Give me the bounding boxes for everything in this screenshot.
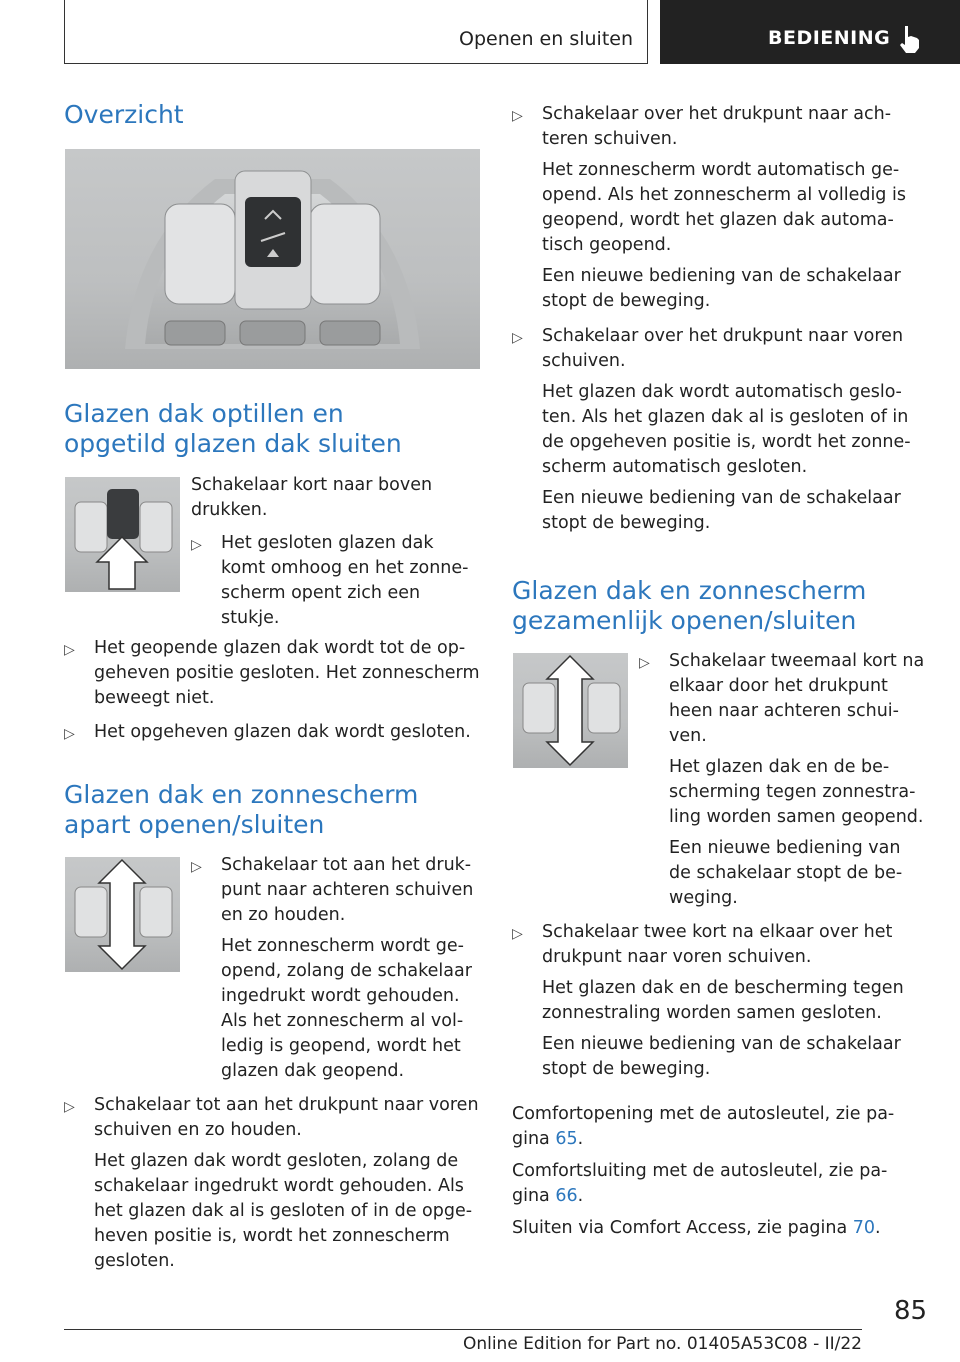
right-bullet-1 [512, 102, 912, 314]
page-number: 85 [894, 1296, 928, 1326]
tilt-heading: Glazen dak optillen en opgetild glazen dak sluiten [64, 399, 402, 458]
page-66-link[interactable]: 66 [555, 1186, 578, 1206]
bullet-triangle-icon: ▷ [191, 537, 202, 553]
comfort-access-ref [512, 1216, 912, 1241]
bullet-triangle-icon: ▷ [64, 1099, 75, 1115]
comfort-close-ref [512, 1159, 912, 1209]
right-bullet-2-text: Schakelaar over het drukpunt naar voren schuiven. [542, 326, 904, 371]
tilt-bullet-3-text: Het opgeheven glazen dak wordt gesloten. [94, 722, 471, 742]
together-bullet-1-block [639, 649, 927, 911]
together-bullet-1-sub2: Een nieuwe bediening van de schakelaar stopt de beweging. [669, 838, 903, 908]
bullet-triangle-icon: ▷ [64, 726, 75, 742]
period: . [875, 1218, 881, 1238]
footer-edition: Online Edition for Part no. 01405A53C08 - II/22 [462, 1334, 862, 1354]
together-bullet-2-block [512, 920, 912, 1082]
together-bullet-1-text: Schakelaar tweemaal kort na elkaar door het drukpunt heen naar achteren schuiven. [669, 651, 925, 746]
header-section-title: Openen en sluiten [459, 28, 633, 50]
period: . [577, 1129, 584, 1149]
comfort-open-text: Comfortopening met de autosleutel, zie pagina [512, 1104, 895, 1149]
tilt-switch-photo [65, 477, 180, 592]
pointing-hand-icon [896, 24, 922, 54]
together-bullet-1 [639, 649, 927, 911]
together-bullet-2-sub1: Het glazen dak en de bescherming tegen zonnestraling worden samen gesloten. [542, 978, 904, 1023]
header-chapter-title: BEDIENING [768, 27, 891, 49]
tilt-bullet-3 [64, 720, 480, 745]
apart-bullet-1-block [191, 853, 479, 1084]
bullet-triangle-icon: ▷ [191, 859, 202, 875]
comfort-close-text: Comfortsluiting met de autosleutel, zie pagina [512, 1161, 888, 1206]
apart-bullet-2 [64, 1093, 480, 1274]
switch-up-down-arrow-illustration [65, 857, 180, 972]
comfort-access-text: Sluiten via Comfort Access, zie pagina [512, 1218, 853, 1238]
right-bullet-2-sub2: Een nieuwe bediening van de schakelaar stopt de beweging. [542, 488, 901, 533]
comfort-open-ref [512, 1102, 912, 1152]
apart-bullet-1-text: Schakelaar tot aan het drukpunt naar achteren schuiven en zo houden. [221, 855, 474, 925]
apart-bullet-1-sub: Het zonnescherm wordt geopend, zolang de schakelaar ingedrukt wordt gehouden. Als het zonnescherm al volledig is geopend, wordt het glazen dak geopend. [221, 936, 472, 1081]
header-section-tab [64, 0, 648, 64]
together-bullet-1-sub1: Het glazen dak en de bescherming tegen zonnestraling worden samen geopend. [669, 757, 924, 827]
tilt-bullet-2-text: Het geopende glazen dak wordt tot de opgeheven positie gesloten. Het zonnescherm beweegt niet. [94, 638, 480, 708]
page-65-link[interactable]: 65 [555, 1129, 578, 1149]
together-bullet-2-sub2: Een nieuwe bediening van de schakelaar stopt de beweging. [542, 1034, 901, 1079]
header-chapter-tab [660, 0, 960, 64]
switch-up-down-arrow-illustration [513, 653, 628, 768]
period: . [577, 1186, 584, 1206]
apart-bullet-1 [191, 853, 479, 1084]
tilt-intro-text: Schakelaar kort naar boven drukken. [191, 475, 433, 520]
bullet-triangle-icon: ▷ [512, 330, 523, 346]
left-column [64, 100, 480, 130]
tilt-bullet-2 [64, 636, 480, 711]
together-heading: Glazen dak en zonnescherm gezamenlijk openen/sluiten [512, 576, 867, 635]
tilt-section [64, 399, 480, 459]
apart-switch-photo [65, 857, 180, 972]
bullet-triangle-icon: ▷ [639, 655, 650, 671]
apart-bullet-2-text: Schakelaar tot aan het drukpunt naar voren schuiven en zo houden. [94, 1095, 479, 1140]
tilt-intro-block [191, 473, 476, 631]
roof-console-illustration [65, 149, 480, 369]
right-bullet-1-sub1: Het zonnescherm wordt automatisch geopend. Als het zonnescherm al volledig is geopend, wordt het glazen dak automatisch geopend. [542, 160, 906, 255]
bullet-triangle-icon: ▷ [512, 926, 523, 942]
tilt-bullet-1 [191, 531, 476, 631]
together-bullet-2-text: Schakelaar twee kort na elkaar over het drukpunt naar voren schuiven. [542, 922, 893, 967]
apart-bullet-2-sub: Het glazen dak wordt gesloten, zolang de schakelaar ingedrukt wordt gehouden. Als het glazen dak al is gesloten of in de opgeheven positie is, wordt het zonnescherm gesloten. [94, 1151, 473, 1271]
overview-photo [65, 149, 480, 369]
right-column-top [512, 102, 912, 536]
bullet-triangle-icon: ▷ [64, 642, 75, 658]
page-70-link[interactable]: 70 [852, 1218, 876, 1238]
tilt-bullets [64, 636, 480, 745]
right-bullet-1-text: Schakelaar over het drukpunt naar achteren schuiven. [542, 104, 892, 149]
apart-bullet-2-block [64, 1093, 480, 1274]
comfort-refs [512, 1102, 912, 1241]
footer-divider [64, 1329, 862, 1330]
switch-up-arrow-illustration [65, 477, 180, 592]
bullet-triangle-icon: ▷ [512, 108, 523, 124]
tilt-bullet-1-text: Het gesloten glazen dak komt omhoog en het zonnescherm opent zich een stukje. [221, 533, 469, 628]
together-section [512, 576, 932, 636]
overview-heading: Overzicht [64, 100, 184, 129]
right-bullet-2-sub1: Het glazen dak wordt automatisch gesloten. Als het glazen dak al is gesloten of in de opgeheven positie is, wordt het zonnescherm automatisch gesloten. [542, 382, 911, 477]
apart-heading: Glazen dak en zonnescherm apart openen/sluiten [64, 780, 419, 839]
together-bullet-2 [512, 920, 912, 1082]
together-switch-photo [513, 653, 628, 768]
right-bullet-1-sub2: Een nieuwe bediening van de schakelaar stopt de beweging. [542, 266, 901, 311]
right-bullet-2 [512, 324, 912, 536]
apart-section [64, 780, 480, 840]
